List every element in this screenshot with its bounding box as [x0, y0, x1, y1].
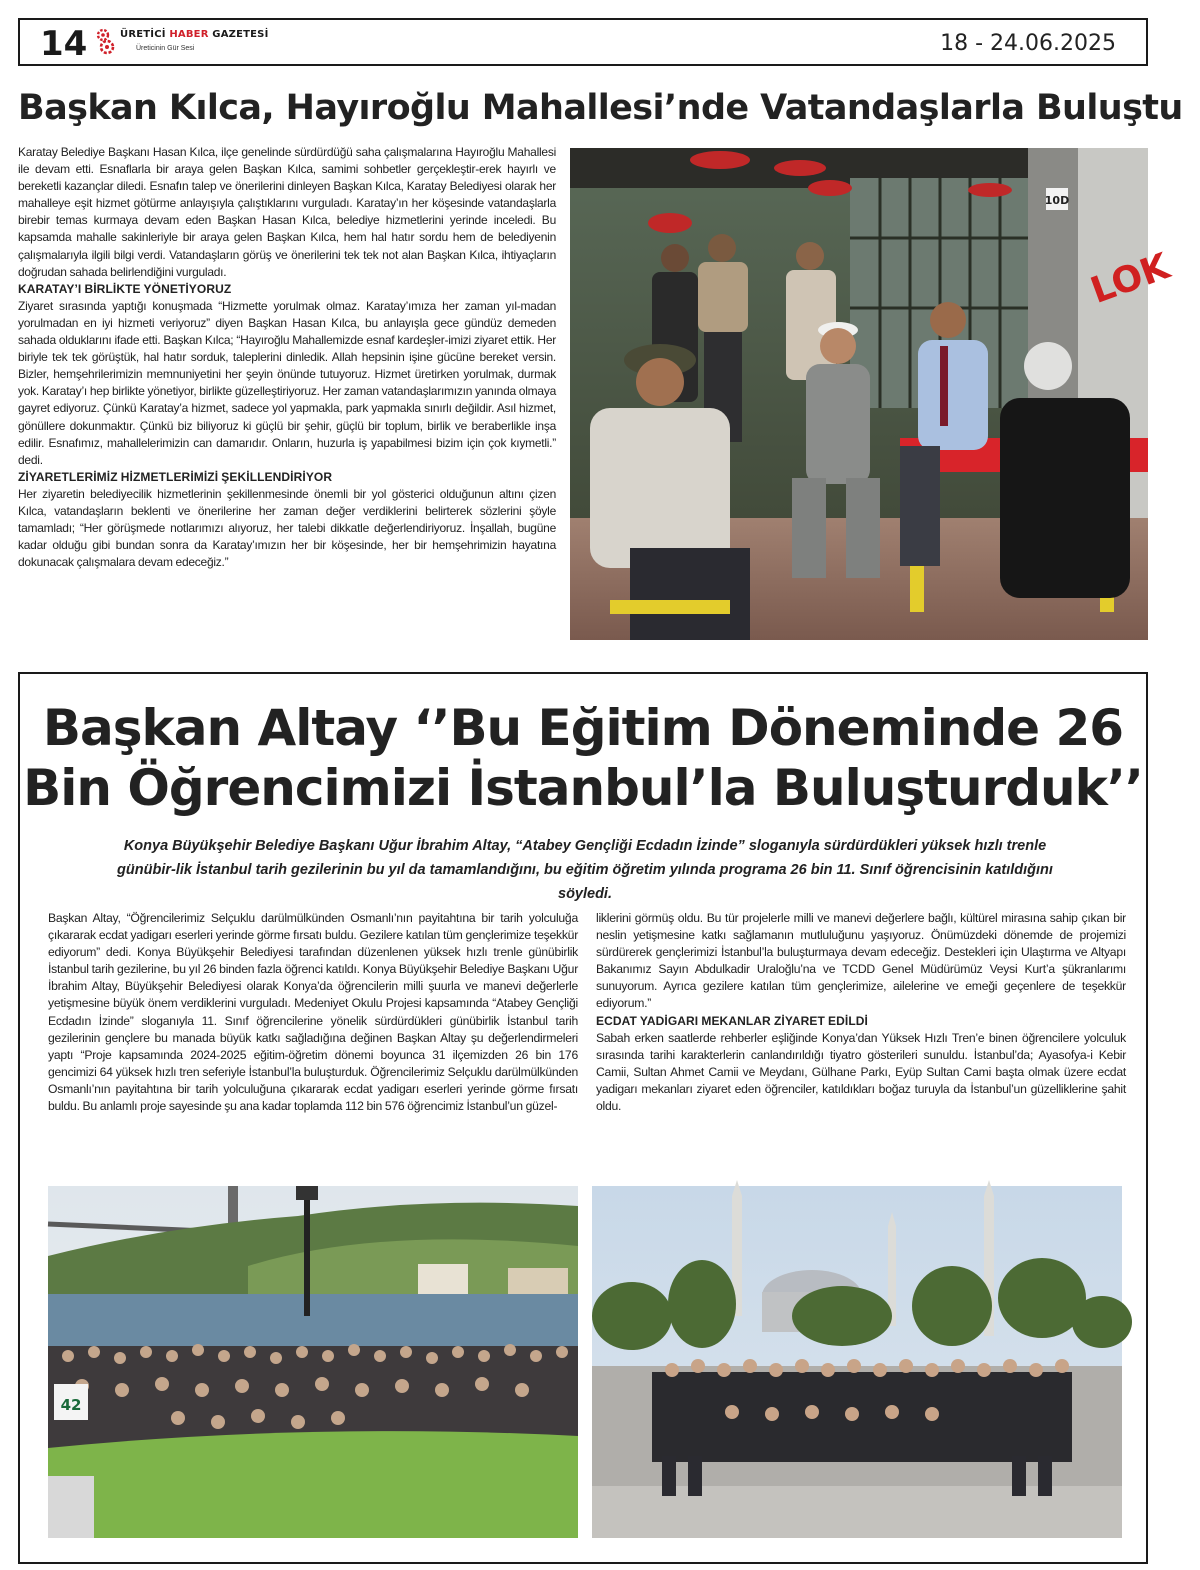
article2-photo-bosphorus	[48, 1186, 578, 1538]
article2-right-text-2: Sabah erken saatlerde rehberler eşliğinde Konya’dan Yüksek Hızlı Tren’e binen öğrencilere yolculuk sırasında tarihi karakterlerin canlandırıldığı tiyatro gösterileri sunuldu. İstanbul’da; Ayasofya-i Kebir Camii, Sultan Ahmet Camii ve Meydanı, Gülhane Parkı, Eyüp Sultan Cami başta olmak üzere ecdat yadigarı mekanları ziyaret eden öğrenciler, katıldıkları boğaz turuyla da İstanbul’un güzelliklerine şahit oldu.	[596, 1030, 1126, 1114]
shop-sign: LOK	[1085, 246, 1175, 313]
article2-box	[18, 672, 1148, 1564]
article2-right-column	[596, 910, 1126, 1115]
page-number: 14	[40, 24, 88, 64]
logo-wordmark: ÜRETİCİ HABER GAZETESİ	[120, 29, 269, 40]
gear-logo-icon	[94, 28, 118, 56]
article2-lead: Konya Büyükşehir Belediye Başkanı Uğur İbrahim Altay, “Atabey Gençliği Ecdadın İzinde” sloganıyla sürdürdükleri yüksek hızlı trenle günübir-lik İstanbul tarih gezilerinin bu yıl da tamamlandığını, bu eğitim öğretim yılında programa 26 bin 11. Sınıf öğrencisinin katıldığını söyledi.	[117, 838, 1053, 902]
article2-left-column	[48, 910, 578, 1115]
article2-headline-line1: Başkan Altay ‘’Bu Eğitim Döneminde 26	[42, 699, 1124, 757]
article2-subheading: ECDAT YADİGARI MEKANLAR ZİYARET EDİLDİ	[596, 1013, 868, 1028]
article2-left-text: Başkan Altay, “Öğrencilerimiz Selçuklu darülmülkünden Osmanlı’nın payitahtına bir tarih yolculuğa çıkararak ecdat yadigarı eserleri yerinde görme fırsatı buldu. Gezilere katılan tüm gençlerimize teşekkür ediyorum” dedi. Konya Büyükşehir Belediyesi tarafından düzenlenen yüksek hızlı trenle günübirlik İstanbul tarih gezilerine, bu yıl 26 binden fazla öğrenci katıldı. Konya Büyükşehir Belediye Başkanı Uğur İbrahim Altay, Büyükşehir Belediyesi olarak Konya’da öğrencilerin milli şuurla ve manevi değerlerle yetişmesine büyük önem verdiklerini vurguladı. Medeniyet Okulu Projesi kapsamında “Atabey Gençliği Ecdadın İzinde” sloganıyla 11. Sınıf öğrencilerine yönelik sürdürdükleri günübirlik İstanbul tarih gezilerinin gençlere bu manada büyük katkı sağladığına değinen Başkan Altay şu değerlendirmeleri yaptı “Proje kapsamında 2024-2025 eğitim-öğretim dönemi boyunca 31 ilçemizden 26 bin 176 gencimizi 64 yüksek hızlı tren seferiyle İstanbul’la buluşturduk. Öğrencilerimiz Selçuklu darülmülkünden Osmanlı’nın payitahtına bir tarih yolculuğuna çıkararak ecdat yadigarı eserleri yerinde görme fırsatı buldu. Bu anlamlı proje sayesinde şu ana kadar toplamda 112 bin 576 öğrencimiz İstanbul’un güzel-	[48, 911, 578, 1114]
article2-photo-mosque	[592, 1186, 1122, 1538]
newspaper-logo	[94, 26, 269, 60]
article1-subheading-1: KARATAY’I BİRLİKTE YÖNETİYORUZ	[18, 281, 232, 296]
article2-headline-line2: Bin Öğrencimizi İstanbul’la Buluşturduk’’	[23, 759, 1143, 817]
article1-body	[18, 144, 556, 571]
issue-date: 18 - 24.06.2025	[940, 31, 1116, 56]
jersey-number: 42	[60, 1396, 82, 1414]
masthead	[18, 18, 1148, 66]
article1-subheading-2: ZİYARETLERİMİZ HİZMETLERİMİZİ ŞEKİLLENDİRİYOR	[18, 469, 333, 484]
article1-photo	[570, 148, 1175, 640]
article1-paragraph-2: Ziyaret sırasında yaptığı konuşmada “Hizmette yorulmak olmaz. Karatay’ımıza her zaman yıl-madan yorulmadan en iyi hizmeti veriyoruz” diyen Başkan Hasan Kılca, bu anlayışla gece gündüz demeden sahada olduklarını ifade etti. Başkan Kılca; “Hayıroğlu Mahallemizde esnaf kardeşler-imizi ziyaret ettik. Her biriyle tek tek görüştük, hal hatır sorduk, taleplerini dinledik. Allah hepsinin işine gücüne bereket versin. Bizler, hemşehrilerimizin memnuniyetini her şeyin önünde tutuyoruz. Hizmet üretirken yorulmak, durmak yok. Karatay’ı hep birlikte yönetiyor, birlikte güzelleştiriyoruz. Her zaman vatandaşlarımızın yanında olmaya gayret ediyoruz. Çünkü Karatay’a hizmet, sadece yol yapmakla, park yapmakla sınırlı değildir. Asıl hizmet, gönüllere dokunmaktır. Çünkü biz biliyoruz ki güçlü bir şehir, güçlü bir toplum, birlik ve beraberlikle inşa edilir. Esnafımız, mahallelerimizin can damarıdır. Onların, huzurla iş yapabilmesi bizim için çok kıymetli.” dedi.	[18, 298, 556, 467]
article1-paragraph-1: Karatay Belediye Başkanı Hasan Kılca, ilçe genelinde sürdürdüğü saha çalışmalarına Hayıroğlu Mahallesi ile devam etti. Esnaflarla bir araya gelen Başkan Kılca, samimi sohbetler gerçekleştir-erek hayırlı ve bereketli kazançlar diledi. Esnafın talep ve önerilerini dinleyen Başkan Kılca, Karatay Belediyesi olarak her mahalleye eşit hizmet götürme anlayışıyla çalıştıklarını vurguladı. Karatay’ın her köşesinde vatandaşlarla birebir temas kurmaya devam eden Başkan Hasan Kılca, belediye hizmetlerini yerinde inceledi. Bu kapsamda mahalle sakinleriyle bir araya gelen Başkan Kılca, hem hal hatır sordu hem de belediyenin çalışmalarıyla ilgili bilgi verdi. Vatandaşların görüş ve önerilerini tek tek not alan Başkan Kılca, ihtiyaçların doğrudan sahada belirlendiğini vurguladı.	[18, 145, 556, 279]
article1-headline: Başkan Kılca, Hayıroğlu Mahallesi’nde Vatandaşlarla Buluştu	[18, 88, 1183, 128]
logo-slogan: Üreticinin Gür Sesi	[136, 45, 195, 52]
article2-right-text: liklerini görmüş oldu. Bu tür projelerle milli ve manevi değerlere bağlı, kültürel mirasına sahip çıkan bir neslin yetişmesine katkı sağlamanın mutluluğunu yaşıyoruz. Önümüzdeki dönemde de projemizi sürdürerek gençlerimizi İstanbul’la buluşturmaya devam edeceğiz. Destekleri için Ulaştırma ve Altyapı Bakanımız Sayın Abdulkadir Uraloğlu’na ve TCDD Genel Müdürümüz Veysi Kurt’a şükranlarımı sunuyorum. Ayrıca gezilere katılan tüm gençlerimize, ailelerine ve emeği geçenlere de teşekkür ediyorum.”	[596, 911, 1126, 1011]
article1-paragraph-3: Her ziyaretin belediyecilik hizmetlerinin şekillenmesinde önemli bir yol gösterici olduğunun altını çizen Kılca, vatandaşların beklenti ve önerilerine her zaman değer verdiklerini belirterek sözlerini şöyle tamamladı; “Her görüşmede notlarımızı alıyoruz, her talebi dikkatle değerlendiriyoruz. İnşallah, bugüne kadar olduğu gibi bundan sonra da Karatay’ımızın her bir köşesinde, her bir hemşehrimizin hayatına dokunacak çalışmalara devam edeceğiz.”	[18, 486, 556, 570]
door-number-sign: 10D	[1044, 194, 1070, 207]
article2-headline	[20, 698, 1146, 818]
